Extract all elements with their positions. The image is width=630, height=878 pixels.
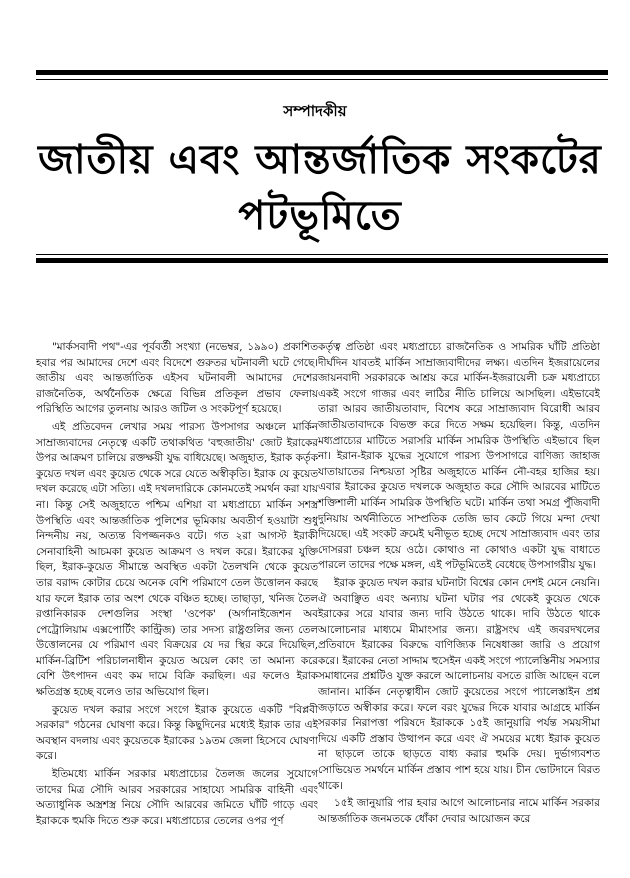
section-label: সম্পাদকীয় bbox=[283, 102, 347, 120]
article-column-left bbox=[36, 340, 318, 865]
top-rule-thin bbox=[36, 79, 608, 80]
top-rule-thick bbox=[36, 70, 608, 75]
bottom-rule-thick bbox=[36, 258, 608, 263]
headline-line-2: পটভূমিতে bbox=[238, 192, 402, 239]
bottom-rule-thin bbox=[36, 254, 608, 255]
paragraph: ইতিমধ্যে মার্কিন সরকার মধ্যপ্রাচ্যের তৈলজ জলের সুযোগে তাদের মিত্র সৌদি আরব সরকারের সাহায্যে সামরিক বাহিনী এবং অত্যাধুনিক অস্ত্রশস্ত্র নিয়ে সৌদি আরবের জমিতে ঘাঁটি গাড়ে এবং ইরাককে হুমকি দিতে শুরু করে। মধ্যপ্রাচ্যের তেলের ওপর পূর্ণ bbox=[36, 768, 318, 827]
headline-line-1: জাতীয় এবং আন্তর্জাতিক সংকটের bbox=[38, 136, 602, 183]
paragraph: ১৫ই জানুয়ারি পার হবার আগে আলোচনার নামে মার্কিন সরকার আন্তর্জাতিক জনমতকে ধোঁকা দেবার আয়োজন করে bbox=[318, 797, 600, 825]
paragraph: ইরাক কুয়েত দখল করার ঘটনাটা বিশ্বের কোন দেশই মেনে নেয়নি। ঐ অবাঞ্ছিত এবং অন্যায় ঘটনা ঘটার পর থেকেই কুয়েত থেকে ইরাকের সরে যাবার জন্য দাবি উঠতে থাকে। দাবি উঠতে থাকে আলোচনার মাধ্যমে মীমাংসার জন্য। রাষ্ট্রসংঘ এই জবরদখলের প্রতিবাদে ইরাকের বিরুদ্ধে বাণিজ্যিক নিষেধাজ্ঞা জারি ও প্রয়োগ করে। ইরাকের নেতা সাদ্দাম হুসেইন একই সংগে প্যালেস্তিনীয় সমস্যার সমাধানের প্রশ্নটিও যুক্ত করলে আলোচনায় বসতে রাজি আছেন বলে জানান। মার্কিন নেতৃত্বাধীন জোট কুয়েতের সংগে প্যালেস্তাইন প্রশ্ন জড়াতে অস্বীকার করে। ফলে বরং যুদ্ধের দিকে যাবার আগ্রহে মার্কিন সরকার নিরাপত্তা পরিষদে ইরাককে ১৫ই জানুয়ারি পর্যন্ত সময়সীমা দিয়ে একটি প্রস্তাব উত্থাপন করে এবং ঐ সময়ের মধ্যে ইরাক কুয়েত না ছাড়লে তাকে ছাড়তে বাধ্য করার হুমকি দেয়। দুর্ভাগ্যবশত সোভিয়েত সমর্থনে মার্কিন প্রস্তাব পাশ হয়ে যায়। চীন ভোটদানে বিরত থাকে। bbox=[318, 576, 600, 792]
article-column-right bbox=[318, 340, 600, 865]
paragraph: এই প্রতিবেদন লেখার সময় পারস্য উপসাগর অঞ্চলে মার্কিন সাম্রাজ্যবাদের নেতৃত্বে একটি তথাকথিত 'বহুজাতীয়' জোট ইরাকের উপর আক্রমণ চালিয়ে রক্তক্ষয়ী যুদ্ধ বাধিয়েছে। অজুহাত, ইরাক কর্তৃক কুয়েত দখল এবং কুয়েত থেকে সরে যেতে অস্বীকৃতি। ইরাক যে কুয়েত দখল করেছে এটা সত্যি। এই দখলদারিকে কোনমতেই সমর্থন করা যায় না। কিন্তু সেই অজুহাতে পশ্চিম এশিয়া বা মধ্যপ্রাচ্যে মার্কিন সশস্ত্র উপস্থিতি এবং আন্তর্জাতিক পুলিশের ভূমিকায় অবতীর্ণ হওয়াটা শুধু নিন্দনীয় নয়, অত্যন্ত বিপজ্জনকও বটে। গত ২রা আগস্ট ইরাকী সেনাবাহিনী আচমকা কুয়েত আক্রমণ ও দখল করে। ইরাকের যুক্তি ছিল, ইরাক-কুয়েত সীমান্তে অবস্থিত একটা তৈলখনি থেকে কুয়েত তার বরাদ্দ কোটার চেয়ে অনেক বেশি পরিমাণে তেল উত্তোলন করছে যার ফলে ইরাক তার অংশ থেকে বঞ্চিত হচ্ছে। তাছাড়া, খনিজ তৈল রপ্তানিকারক দেশগুলির সংস্থা 'ওপেক' (অর্গানাইজেশন অব পেট্রোলিয়াম এক্সপোর্টিং কান্ট্রিজ) তার সদস্য রাষ্ট্রগুলির জন্য তেল উত্তোলনের যে পরিমাণ এবং বিক্রয়ের যে দর স্থির করে দিয়েছিল, মার্কিন-ব্রিটিশ পরিচালনাধীন কুয়েত অয়েল কোং তা অমান্য করে বেশি উৎপাদন এবং কম দামে বিক্রি করছিল। এর ফলেও ইরাক ক্ষতিগ্রস্ত হচ্ছে বলেও তার অভিযোগ ছিল। bbox=[36, 420, 318, 699]
paragraph: "মার্কসবাদী পথ"-এর পূর্ববর্তী সংখ্যা (নভেম্বর, ১৯৯০) প্রকাশিত হবার পর আমাদের দেশে এবং বিদেশে গুরুতর ঘটনাবলী ঘটে গেছে। জাতীয় এবং আন্তর্জাতিক এইসব ঘটনাবলী আমাদের দেশের রাজনৈতিক, অর্থনৈতিক ক্ষেত্রে বিভিন্ন প্রতিকূল প্রভাব ফেলায় পরিস্থিতি আগের তুলনায় আরও জটিল ও সংকটপূর্ণ হয়েছে। bbox=[36, 341, 318, 416]
paragraph: কর্তৃত্ব প্রতিষ্ঠা এবং মধ্যপ্রাচ্যে রাজনৈতিক ও সামরিক ঘাঁটি প্রতিষ্ঠা দীর্ঘদিন যাবতই মার্কিন সাম্রাজ্যবাদীদের লক্ষ্য। এতদিন ইজরায়েলের জায়নবাদী সরকারকে আশ্রয় করে মার্কিন-ইজরায়েলী চক্র মধ্যপ্রাচ্যে একই সংগে গাজর এবং লাঠির নীতি চালিয়ে আসছিল। এইভাবেই তারা আরব জাতীয়তাবাদ, বিশেষ করে সাম্রাজ্যবাদ বিরোধী আরব জাতীয়তাবাদকে বিভক্ত করে দিতে সক্ষম হয়েছিল। কিন্তু, এতদিন মধ্যপ্রাচ্যের মাটিতে সরাসরি মার্কিন সামরিক উপস্থিতি এইভাবে ছিল না। ইরান-ইরাক যুদ্ধের সুযোগে পারস্য উপসাগরে বাণিজ্য জাহাজ যাতায়াতের নিশ্চয়তা সৃষ্টির অজুহাতে মার্কিন নৌ-বহর হাজির হয়। এবার ইরাকের কুয়েত দখলকে অজুহাত করে সৌদি আরবের মাটিতে শক্তিশালী মার্কিন সামরিক উপস্থিতি ঘটে। মার্কিন তথা সমগ্র পুঁজিবাদী দুনিয়ায় অর্থনীতিতে সাম্প্রতিক তেজি ভাব কেটে গিয়ে মন্দা দেখা দিয়েছে। এই সংকট ক্রমেই ঘনীভূত হচ্ছে দেখে সাম্রাজ্যবাদ এবং তার দোসররা চঞ্চল হয়ে ওঠে। কোথাও না কোথাও একটা যুদ্ধ বাধাতে পারলে তাদের পক্ষে মঙ্গল, এই পটভূমিতেই বেধেছে উপসাগরীয় যুদ্ধ। bbox=[318, 341, 600, 572]
paragraph: কুয়েত দখল করার সংগে সংগে ইরাক কুয়েতে একটি "বিপ্লবী সরকার" গঠনের ঘোষণা করে। কিন্তু কিছুদিনের মধ্যেই ইরাক তার এই অবস্থান বদলায় এবং কুয়েতকে ইরাকের ১৯তম জেলা হিসেবে ঘোষণা করে। bbox=[36, 703, 318, 763]
